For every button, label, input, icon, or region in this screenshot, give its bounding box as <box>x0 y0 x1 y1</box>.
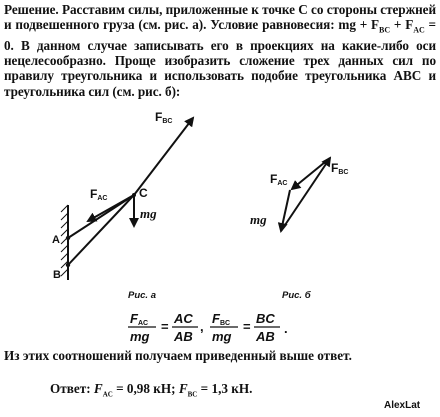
solution-text: Расставим силы, приложенные к точке C со стороны стержней и подвешенного груза (см. рис. а). Условие равновесия: mg + F <box>4 2 436 33</box>
force-bc-arrow <box>134 118 193 195</box>
frac4-den: AB <box>256 329 275 344</box>
label-b: B <box>53 269 61 281</box>
frac1-num: FAC <box>130 311 149 327</box>
solution-tail: = 0. В данном случае записывать его в проекциях на какие-либо оси нецелесообразно. Проще изобразить сложение трех данных сил по правилу треугольника и использовать подобие треугольника ABC и треугольника сил (см. рис. б): <box>4 17 436 99</box>
label-fbc: FBC <box>155 110 173 125</box>
caption-b: Рис. б <box>282 290 311 301</box>
frac3-num: FBC <box>212 311 231 327</box>
label-c: C <box>139 186 148 200</box>
solution-sub-ac: AC <box>413 25 425 35</box>
answer-fbc-sub: BC <box>187 390 198 399</box>
result-text: Из этих соотношений получаем приведенный выше ответ. <box>4 348 352 363</box>
eq1: = <box>161 319 169 334</box>
tri-label-fac: FAC <box>270 172 288 187</box>
solution-mid: + F <box>390 17 414 33</box>
tri-label-mg: mg <box>250 212 267 227</box>
solution-lead: Решение. <box>4 2 59 17</box>
credit-watermark: AlexLat <box>384 400 421 411</box>
label-fac: FAC <box>90 187 108 202</box>
answer-fac-value: = 0,98 кН; <box>112 381 176 396</box>
tri-label-fbc: FBC <box>331 161 349 176</box>
answer-fbc-value: = 1,3 кН. <box>197 381 253 396</box>
frac4-num: BC <box>256 311 275 326</box>
label-mg-a: mg <box>140 206 157 221</box>
answer-fac-sub: AC <box>102 390 113 399</box>
answer-line <box>50 381 252 399</box>
eq2: = <box>243 319 251 334</box>
ratio-formula <box>128 309 318 345</box>
frac2-num: AC <box>174 311 193 326</box>
answer-label: Ответ: <box>50 381 91 396</box>
point-b <box>66 263 70 267</box>
solution-sub-bc: BC <box>379 25 391 35</box>
point-a <box>66 236 70 240</box>
answer-fac-symbol: F <box>93 381 103 396</box>
label-a: A <box>52 234 60 246</box>
tri-fac-arrow <box>292 158 330 189</box>
frac2-den: AB <box>174 329 193 344</box>
answer-fbc-symbol: F <box>178 381 188 396</box>
point-c <box>132 193 136 197</box>
rod-bc <box>68 195 134 265</box>
formula-end: . <box>284 321 288 336</box>
sep: , <box>200 319 204 334</box>
frac3-den: mg <box>212 329 232 344</box>
caption-a: Рис. а <box>128 290 156 301</box>
frac1-den: mg <box>130 329 150 344</box>
